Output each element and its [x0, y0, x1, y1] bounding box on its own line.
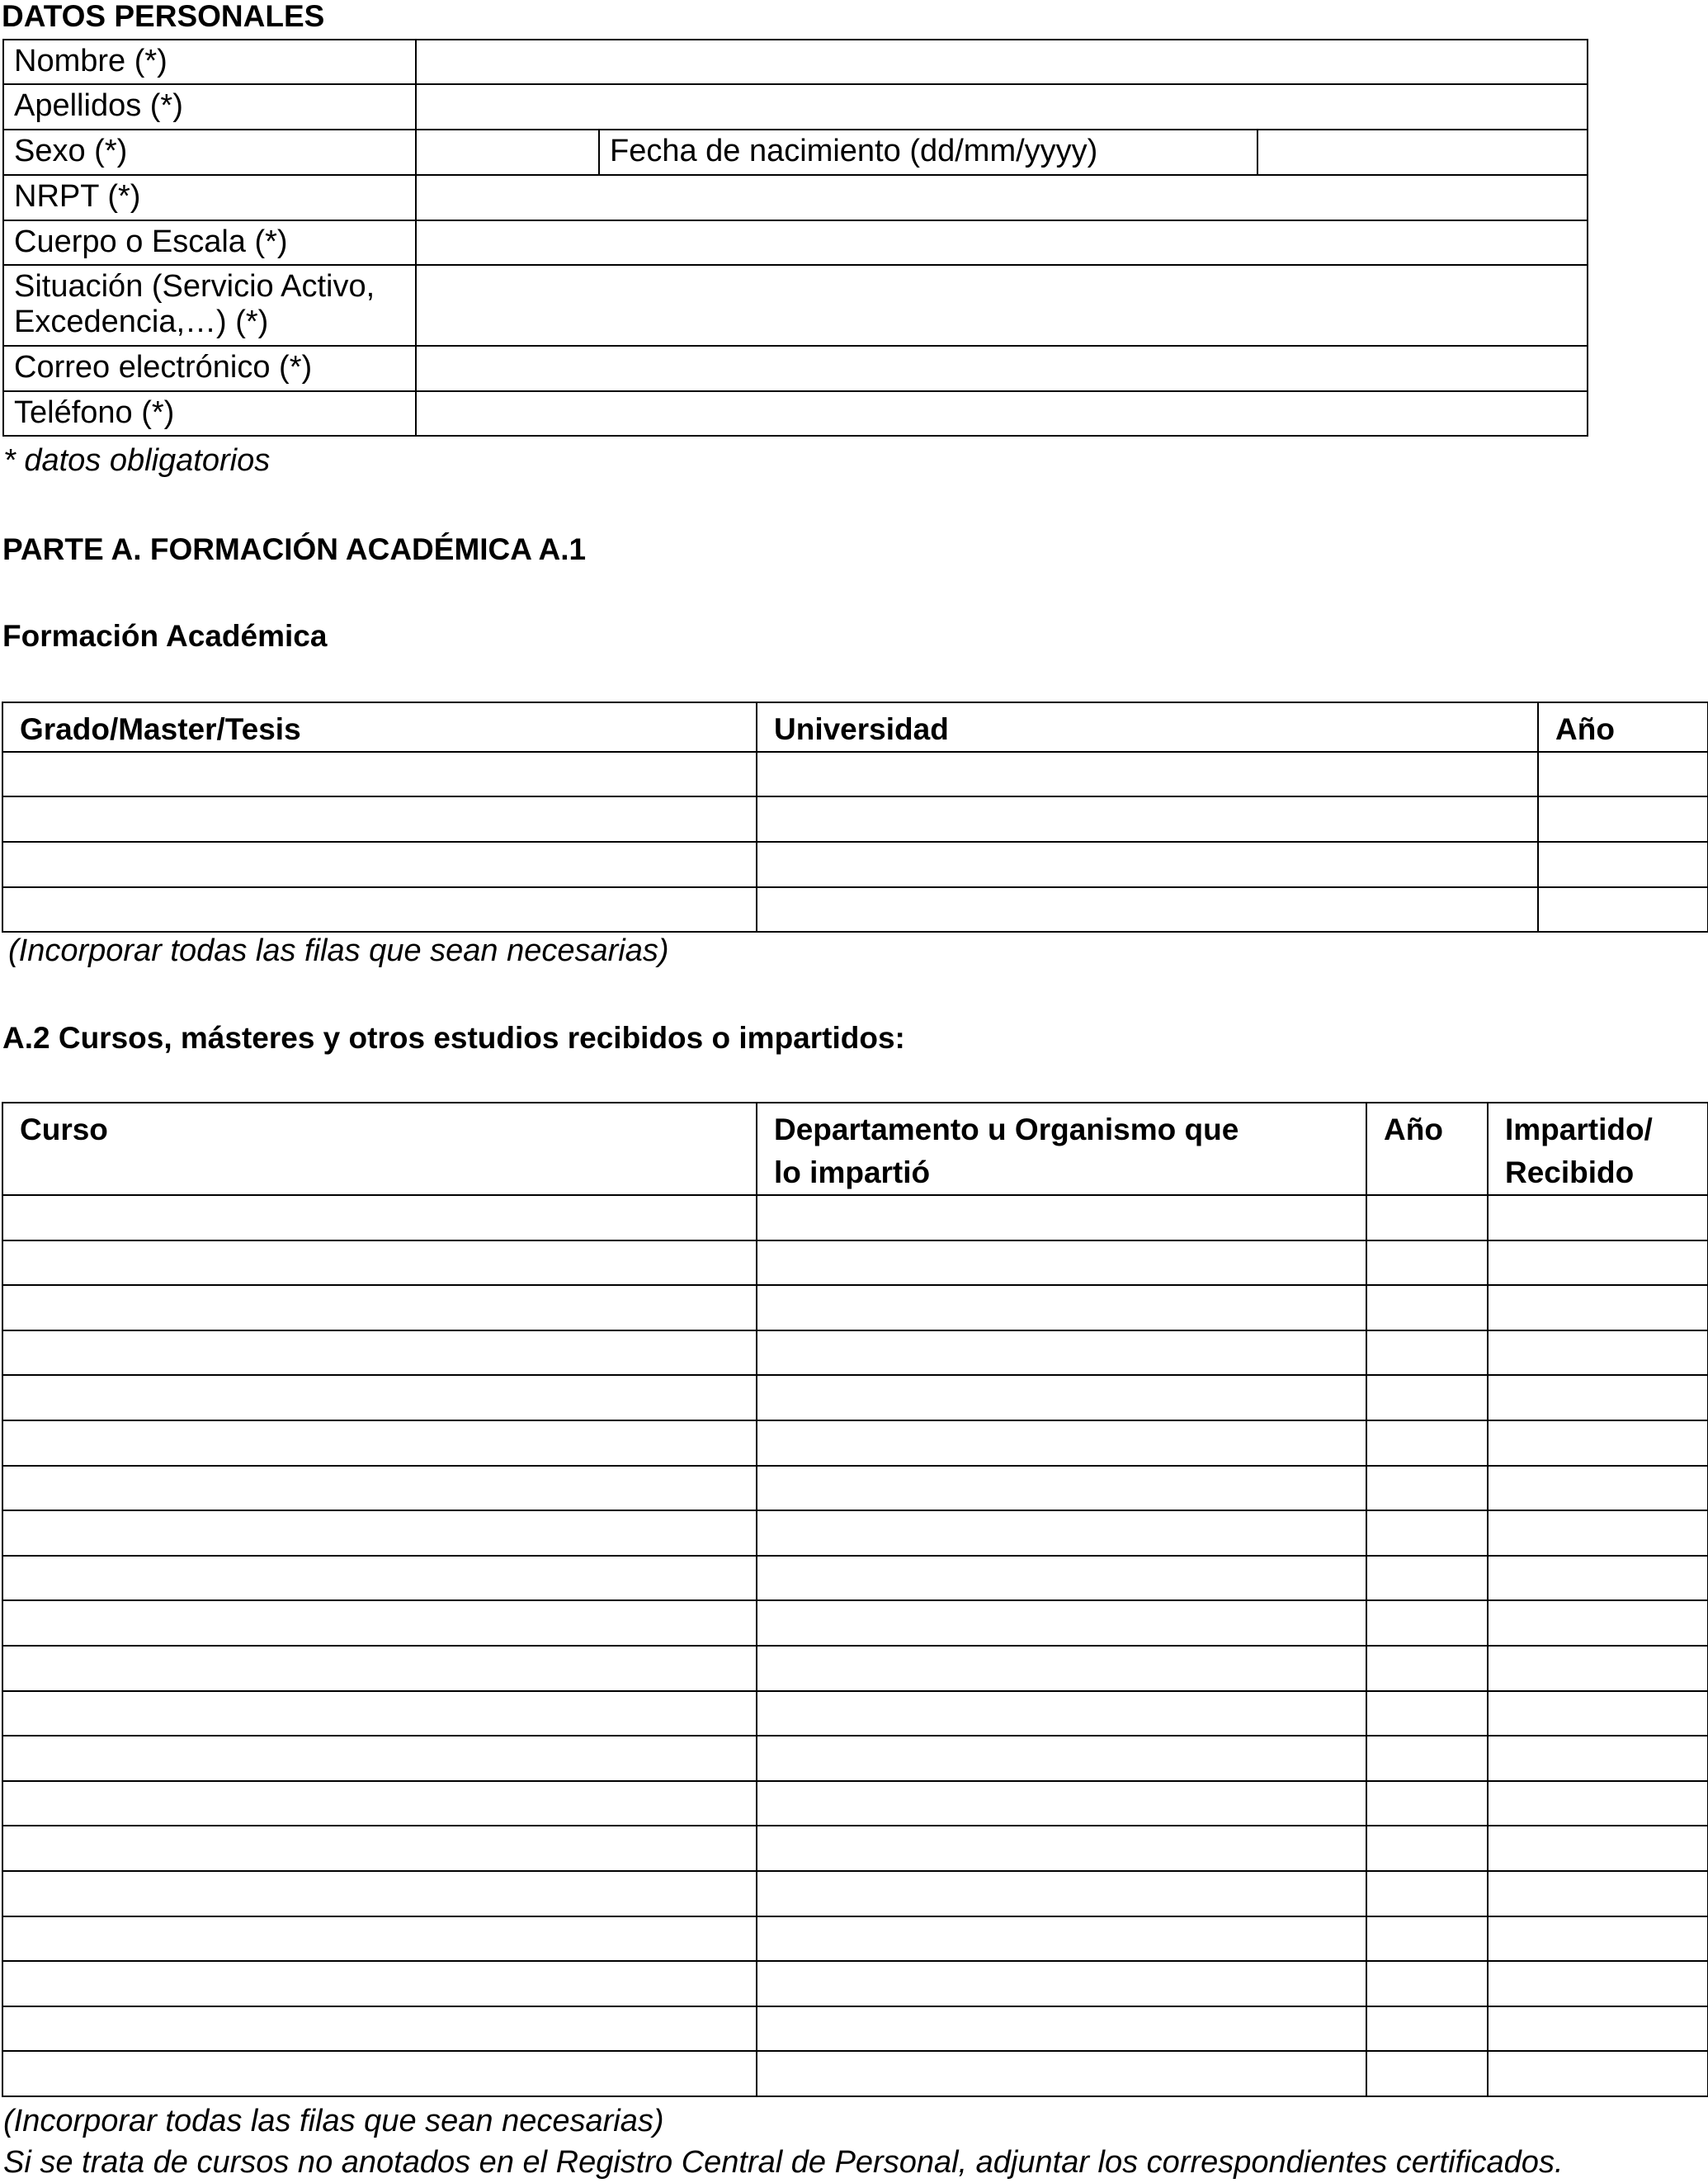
cell-departamento[interactable]	[757, 1466, 1366, 1511]
cell-anio[interactable]	[1366, 1736, 1488, 1781]
row-telefono	[3, 391, 1588, 436]
input-apellidos[interactable]	[416, 84, 1588, 130]
cell-departamento[interactable]	[757, 1556, 1366, 1601]
cell-departamento[interactable]	[757, 2051, 1366, 2096]
cell-impartido[interactable]	[1488, 1736, 1708, 1781]
cell-departamento[interactable]	[757, 1195, 1366, 1240]
a2-title: A.2 Cursos, másteres y otros estudios recibidos o impartidos:	[2, 1021, 905, 1055]
input-cuerpo[interactable]	[416, 220, 1588, 265]
header-departamento-line1: Departamento u Organismo que	[774, 1113, 1239, 1146]
cell-impartido[interactable]	[1488, 1375, 1708, 1420]
cell-impartido[interactable]	[1488, 1195, 1708, 1240]
cell-impartido[interactable]	[1488, 1916, 1708, 1962]
cell-impartido[interactable]	[1488, 1466, 1708, 1511]
label-telefono: Teléfono (*)	[3, 391, 416, 436]
cell-impartido[interactable]	[1488, 1691, 1708, 1736]
header-impartido-line2: Recibido	[1505, 1155, 1635, 1189]
cell-departamento[interactable]	[757, 1600, 1366, 1646]
header-impartido-line1: Impartido/	[1505, 1113, 1653, 1146]
table-row	[2, 1510, 1708, 1556]
cell-impartido[interactable]	[1488, 1420, 1708, 1466]
academic-table	[2, 702, 1708, 933]
cell-curso[interactable]	[2, 1600, 757, 1646]
table-row	[2, 1375, 1708, 1420]
table-row	[2, 1285, 1708, 1330]
label-correo: Correo electrónico (*)	[3, 346, 416, 391]
cell-grado[interactable]	[2, 842, 757, 887]
cell-anio[interactable]	[1366, 1375, 1488, 1420]
cell-curso[interactable]	[2, 1826, 757, 1871]
cell-curso[interactable]	[2, 1691, 757, 1736]
label-nrpt: NRPT (*)	[3, 175, 416, 220]
courses-note: (Incorporar todas las filas que sean necesarias)	[3, 2104, 664, 2138]
header-anio: Año	[1366, 1103, 1488, 1195]
table-row	[2, 1826, 1708, 1871]
cell-departamento[interactable]	[757, 1781, 1366, 1826]
row-cuerpo	[3, 220, 1588, 265]
cell-impartido[interactable]	[1488, 1600, 1708, 1646]
cell-impartido[interactable]	[1488, 2006, 1708, 2052]
cell-grado[interactable]	[2, 752, 757, 796]
courses-body	[2, 1195, 1708, 2096]
cell-universidad[interactable]	[757, 796, 1538, 842]
label-nombre: Nombre (*)	[3, 40, 416, 84]
table-row	[2, 1781, 1708, 1826]
personal-data-table	[2, 39, 1588, 437]
input-telefono[interactable]	[416, 391, 1588, 436]
cell-impartido[interactable]	[1488, 1961, 1708, 2006]
cell-impartido[interactable]	[1488, 1646, 1708, 1691]
cell-grado[interactable]	[2, 887, 757, 932]
cell-anio[interactable]	[1538, 887, 1708, 932]
cell-departamento[interactable]	[757, 1330, 1366, 1376]
table-row	[2, 1330, 1708, 1376]
table-row	[2, 1871, 1708, 1916]
table-row	[2, 1556, 1708, 1601]
table-row	[2, 1466, 1708, 1511]
cell-departamento[interactable]	[757, 1646, 1366, 1691]
cell-curso[interactable]	[2, 1646, 757, 1691]
cell-curso[interactable]	[2, 1510, 757, 1556]
academic-header-row	[2, 702, 1708, 752]
cell-anio[interactable]	[1366, 1600, 1488, 1646]
cell-departamento[interactable]	[757, 1420, 1366, 1466]
cell-anio[interactable]	[1366, 1826, 1488, 1871]
cell-anio[interactable]	[1366, 1240, 1488, 1286]
table-row	[2, 1195, 1708, 1240]
cell-departamento[interactable]	[757, 1375, 1366, 1420]
cell-curso[interactable]	[2, 1420, 757, 1466]
cell-departamento[interactable]	[757, 1871, 1366, 1916]
cell-curso[interactable]	[2, 1195, 757, 1240]
cell-anio[interactable]	[1366, 1961, 1488, 2006]
cell-impartido[interactable]	[1488, 1556, 1708, 1601]
table-row	[2, 1420, 1708, 1466]
cell-curso[interactable]	[2, 1961, 757, 2006]
cell-curso[interactable]	[2, 1736, 757, 1781]
label-situacion	[3, 265, 416, 346]
table-row	[2, 796, 1708, 842]
input-situacion[interactable]	[416, 265, 1588, 346]
cell-anio[interactable]	[1366, 1420, 1488, 1466]
table-row	[2, 1691, 1708, 1736]
cell-anio[interactable]	[1538, 796, 1708, 842]
header-universidad: Universidad	[757, 702, 1538, 752]
input-correo[interactable]	[416, 346, 1588, 391]
row-situacion	[3, 265, 1588, 346]
table-row	[2, 1916, 1708, 1962]
cell-impartido[interactable]	[1488, 1285, 1708, 1330]
cell-curso[interactable]	[2, 1466, 757, 1511]
cell-impartido[interactable]	[1488, 2051, 1708, 2096]
cell-departamento[interactable]	[757, 1285, 1366, 1330]
cell-anio[interactable]	[1366, 1871, 1488, 1916]
table-row	[2, 1600, 1708, 1646]
cell-curso[interactable]	[2, 1556, 757, 1601]
cell-curso[interactable]	[2, 1375, 757, 1420]
cell-anio[interactable]	[1366, 1916, 1488, 1962]
cell-anio[interactable]	[1366, 2006, 1488, 2052]
certificates-note: Si se trata de cursos no anotados en el Registro Central de Personal, adjuntar los correspondientes certificados.	[3, 2145, 1564, 2180]
input-nrpt[interactable]	[416, 175, 1588, 220]
cell-curso[interactable]	[2, 1285, 757, 1330]
cell-curso[interactable]	[2, 1781, 757, 1826]
cell-impartido[interactable]	[1488, 1240, 1708, 1286]
label-cuerpo: Cuerpo o Escala (*)	[3, 220, 416, 265]
cell-departamento[interactable]	[757, 1691, 1366, 1736]
cell-impartido[interactable]	[1488, 1781, 1708, 1826]
required-footnote: * datos obligatorios	[3, 443, 271, 478]
cell-curso[interactable]	[2, 2051, 757, 2096]
table-row	[2, 1240, 1708, 1286]
header-curso: Curso	[2, 1103, 757, 1195]
cell-anio[interactable]	[1366, 1646, 1488, 1691]
header-impartido	[1488, 1103, 1708, 1195]
cell-departamento[interactable]	[757, 2006, 1366, 2052]
cell-impartido[interactable]	[1488, 1510, 1708, 1556]
table-row	[2, 842, 1708, 887]
cell-curso[interactable]	[2, 1916, 757, 1962]
cell-impartido[interactable]	[1488, 1330, 1708, 1376]
input-sexo[interactable]	[416, 130, 599, 175]
cell-departamento[interactable]	[757, 1240, 1366, 1286]
label-sexo: Sexo (*)	[3, 130, 416, 175]
table-row	[2, 1736, 1708, 1781]
cell-universidad[interactable]	[757, 887, 1538, 932]
cell-anio[interactable]	[1538, 842, 1708, 887]
cell-curso[interactable]	[2, 2006, 757, 2052]
cell-grado[interactable]	[2, 796, 757, 842]
header-departamento-line2: lo impartió	[774, 1155, 931, 1189]
courses-table	[2, 1102, 1708, 2097]
cell-impartido[interactable]	[1488, 1871, 1708, 1916]
row-nrpt	[3, 175, 1588, 220]
cell-anio[interactable]	[1366, 1781, 1488, 1826]
cell-departamento[interactable]	[757, 1826, 1366, 1871]
header-grado: Grado/Master/Tesis	[2, 702, 757, 752]
table-row	[2, 1646, 1708, 1691]
cell-universidad[interactable]	[757, 842, 1538, 887]
row-apellidos	[3, 84, 1588, 130]
part-a-subtitle: Formación Académica	[2, 619, 328, 653]
row-sexo-fecha	[3, 130, 1588, 175]
cell-anio[interactable]	[1366, 1195, 1488, 1240]
input-nombre[interactable]	[416, 40, 1588, 84]
cell-curso[interactable]	[2, 1330, 757, 1376]
cell-departamento[interactable]	[757, 1736, 1366, 1781]
academic-note: (Incorporar todas las filas que sean necesarias)	[8, 933, 669, 968]
label-situacion-line1: Situación (Servicio Activo,	[14, 269, 375, 304]
cell-departamento[interactable]	[757, 1916, 1366, 1962]
cell-departamento[interactable]	[757, 1510, 1366, 1556]
cell-anio[interactable]	[1366, 1510, 1488, 1556]
cell-anio[interactable]	[1366, 1556, 1488, 1601]
personal-data-title: DATOS PERSONALES	[2, 0, 325, 33]
label-apellidos: Apellidos (*)	[3, 84, 416, 130]
table-row	[2, 1961, 1708, 2006]
cell-curso[interactable]	[2, 1240, 757, 1286]
cell-departamento[interactable]	[757, 1961, 1366, 2006]
header-anio: Año	[1538, 702, 1708, 752]
row-nombre	[3, 40, 1588, 84]
cell-anio[interactable]	[1538, 752, 1708, 796]
table-row	[2, 752, 1708, 796]
courses-header-row	[2, 1103, 1708, 1195]
cell-curso[interactable]	[2, 1871, 757, 1916]
cell-impartido[interactable]	[1488, 1826, 1708, 1871]
cell-anio[interactable]	[1366, 2051, 1488, 2096]
cell-anio[interactable]	[1366, 1330, 1488, 1376]
part-a-title: PARTE A. FORMACIÓN ACADÉMICA A.1	[2, 532, 587, 566]
table-row	[2, 2051, 1708, 2096]
cell-universidad[interactable]	[757, 752, 1538, 796]
table-row	[2, 887, 1708, 932]
cell-anio[interactable]	[1366, 1466, 1488, 1511]
table-row	[2, 2006, 1708, 2052]
row-correo	[3, 346, 1588, 391]
header-departamento	[757, 1103, 1366, 1195]
cell-anio[interactable]	[1366, 1285, 1488, 1330]
label-situacion-line2: Excedencia,…) (*)	[14, 305, 269, 339]
label-fecha-nacimiento: Fecha de nacimiento (dd/mm/yyyy)	[599, 130, 1257, 175]
input-fecha-nacimiento[interactable]	[1257, 130, 1588, 175]
cell-anio[interactable]	[1366, 1691, 1488, 1736]
